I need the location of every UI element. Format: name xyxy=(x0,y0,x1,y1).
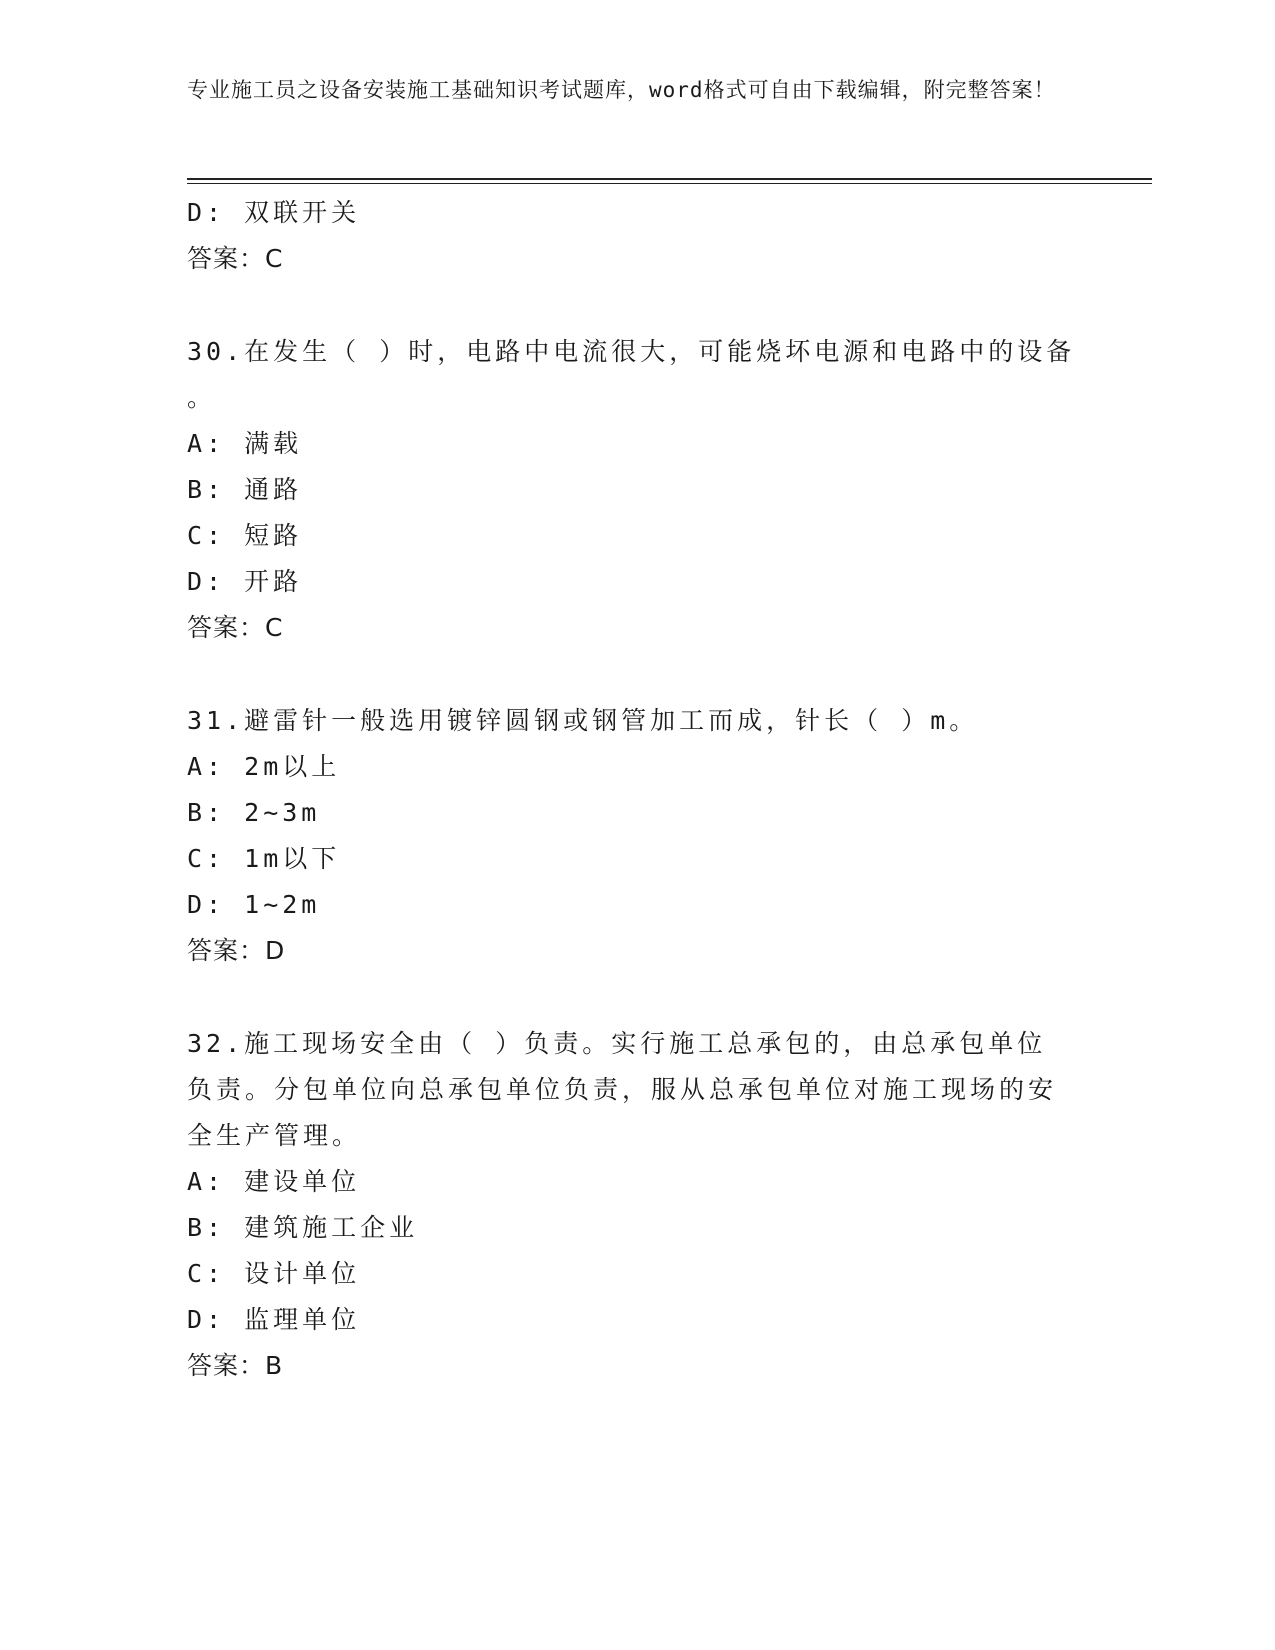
header-rule-thin xyxy=(187,183,1152,184)
question-stem-continuation: 。 xyxy=(187,383,217,412)
option-b: B: 通路 xyxy=(187,475,303,504)
option-c: C: 设计单位 xyxy=(187,1259,361,1288)
answer-line: 答案：B xyxy=(187,1351,284,1380)
question-31 xyxy=(187,698,1067,974)
spacer xyxy=(187,651,1067,698)
spacer xyxy=(187,282,1067,329)
answer-line: 答案：D xyxy=(187,936,286,965)
question-stem: 30.在发生（ ）时，电路中电流很大，可能烧坏电源和电路中的设备 xyxy=(187,337,1076,366)
option-c: C: 1m以下 xyxy=(187,844,341,873)
question-stem: 32.施工现场安全由（ ）负责。实行施工总承包的，由总承包单位负责。分包单位向总承包单位负责，服从总承包单位对施工现场的安全生产管理。 xyxy=(187,1029,1058,1150)
option-d: D: 双联开关 xyxy=(187,198,361,227)
option-c: C: 短路 xyxy=(187,521,303,550)
option-d: D: 开路 xyxy=(187,567,303,596)
option-b: B: 2~3m xyxy=(187,798,321,827)
option-a: A: 2m以上 xyxy=(187,752,341,781)
header-rule-thick xyxy=(187,178,1152,180)
option-b: B: 建筑施工企业 xyxy=(187,1213,419,1242)
option-d: D: 1~2m xyxy=(187,890,321,919)
answer-line: 答案：C xyxy=(187,613,284,642)
option-a: A: 建设单位 xyxy=(187,1167,361,1196)
document-body xyxy=(187,190,1076,1389)
question-30 xyxy=(187,329,1076,651)
option-d: D: 监理单位 xyxy=(187,1305,361,1334)
answer-line: 答案：C xyxy=(187,244,284,273)
question-32 xyxy=(187,1021,1067,1389)
document-header: 专业施工员之设备安装施工基础知识考试题库，word格式可自由下载编辑，附完整答案！ xyxy=(187,78,1056,102)
question-stem: 31.避雷针一般选用镀锌圆钢或钢管加工而成，针长（ ）m。 xyxy=(187,706,979,735)
option-a: A: 满载 xyxy=(187,429,303,458)
spacer xyxy=(187,974,1067,1021)
